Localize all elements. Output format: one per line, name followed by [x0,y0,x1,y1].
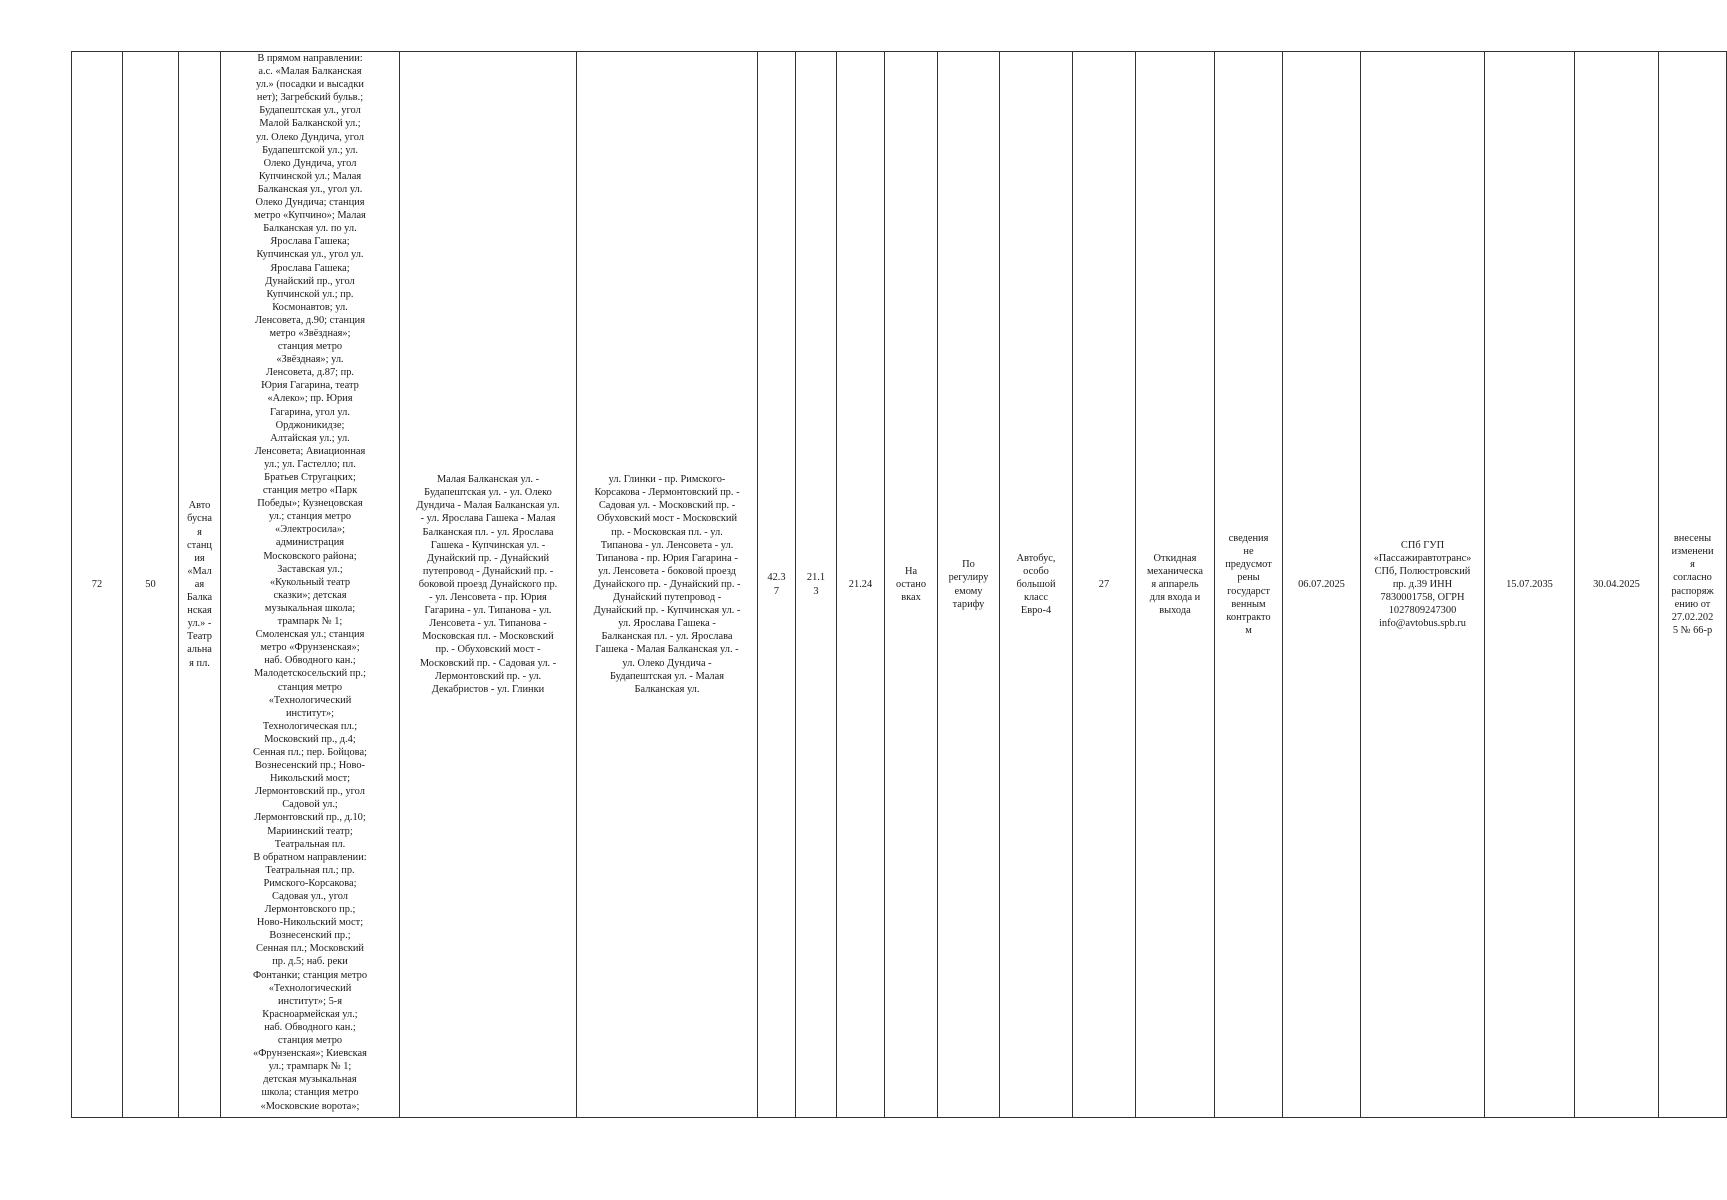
notes-cell: внесены изменени я согласно распоряж ению от 27.02.202 5 № 66-р [1659,52,1727,1118]
contract-info-cell: сведения не предусмот рены государст венным контракто м [1215,52,1283,1118]
change-date-cell: 30.04.2025 [1575,52,1659,1118]
route-name-cell: Авто бусна я станц ия «Мал ая Балка нская ул.» - Театр альна я пл. [179,52,221,1118]
streets-backward-cell: ул. Глинки - пр. Римского- Корсакова - Лермонтовский пр. - Садовая ул. - Московский пр. - Обуховский мост - Московский пр. - Московская пл. - ул. Типанова - ул. Ленсовета - ул. Типанова - пр. Юрия Гагарина - ул. Ленсовета - боковой проезд Дунайского пр. - Дунайский пр. - Дунайский путепровод - Дунайский пр. - Купчинская ул. - ул. Ярослава Гашека - Балканская пл. - ул. Ярослава Гашека - Малая Балканская ул. - ул. Олеко Дундича - Будапештская ул. - Малая Балканская ул. [577,52,758,1118]
tariff-type-cell: По регулиру емому тарифу [938,52,1000,1118]
equipment-cell: Откидная механическа я аппарель для входа и выхода [1136,52,1215,1118]
length-forward-cell: 21.1 3 [796,52,837,1118]
route-registry-table [71,51,1727,1118]
route-row [72,52,1727,1118]
end-date-cell: 15.07.2035 [1485,52,1575,1118]
boarding-order-cell: На остано вках [885,52,938,1118]
stops-list-cell: В прямом направлении: а.с. «Малая Балканская ул.» (посадки и высадки нет); Загребский бульв.; Будапештская ул., угол Малой Балканской ул.; ул. Олеко Дундича, угол Будапештской ул.; ул. Олеко Дундича, угол Купчинской ул.; Малая Балканская ул., угол ул. Олеко Дундича; станция метро «Купчино»; Малая Балканская ул. по ул. Ярослава Гашека; Купчинская ул., угол ул. Ярослава Гашека; Дунайский пр., угол Купчинской ул.; пр. Космонавтов; ул. Ленсовета, д.90; станция метро «Звёздная»; станция метро «Звёздная»; ул. Ленсовета, д.87; пр. Юрия Гагарина, театр «Алеко»; пр. Юрия Гагарина, угол ул. Орджоникидзе; Алтайская ул.; ул. Ленсовета; Авиационная ул.; ул. Гастелло; пл. Братьев Стругацких; станция метро «Парк Победы»; Кузнецовская ул.; станция метро «Электросила»; администрация Московского района; Заставская ул.; «Кукольный театр сказки»; детская музыкальная школа; трампарк № 1; Смоленская ул.; станция метро «Фрунзенская»; наб. Обводного кан.; Малодетскосельский пр.; станция метро «Технологический институт»; Технологическая пл.; Московский пр., д.4; Сенная пл.; пер. Бойцова; Вознесенский пр.; Ново- Никольский мост; Лермонтовский пр., угол Садовой ул.; Лермонтовский пр., д.10; Мариинский театр; Театральная пл. В обратном направлении: Театральная пл.; пр. Римского-Корсакова; Садовая ул., угол Лермонтовского пр.; Ново-Никольский мост; Вознесенский пр.; Сенная пл.; Московский пр. д.5; наб. реки Фонтанки; станция метро «Технологический институт»; 5-я Красноармейская ул.; наб. Обводного кан.; станция метро «Фрунзенская»; Киевская ул.; трампарк № 1; детская музыкальная школа; станция метро «Московские ворота»; [221,52,400,1118]
registration-number-cell: 72 [72,52,123,1118]
length-backward-cell: 21.24 [837,52,885,1118]
start-date-cell: 06.07.2025 [1283,52,1361,1118]
vehicle-count-cell: 27 [1073,52,1136,1118]
length-total-cell: 42.3 7 [758,52,796,1118]
streets-forward-cell: Малая Балканская ул. - Будапештская ул. - ул. Олеко Дундича - Малая Балканская ул. - ул. Ярослава Гашека - Малая Балканская пл. - ул. Ярослава Гашека - Купчинская ул. - Дунайский пр. - Дунайский путепровод - Дунайский пр. - боковой проезд Дунайского пр. - ул. Ленсовета - пр. Юрия Гагарина - ул. Типанова - ул. Ленсовета - ул. Типанова - Московская пл. - Московский пр. - Обуховский мост - Московский пр. - Садовая ул. - Лермонтовский пр. - ул. Декабристов - ул. Глинки [400,52,577,1118]
route-number-cell: 50 [123,52,179,1118]
carrier-cell: СПб ГУП «Пассажиравтотранс» СПб, Полюстровский пр. д.39 ИНН 7830001758, ОГРН 1027809247300 info@avtobus.spb.ru [1361,52,1485,1118]
vehicle-type-cell: Автобус, особо большой класс Евро-4 [1000,52,1073,1118]
